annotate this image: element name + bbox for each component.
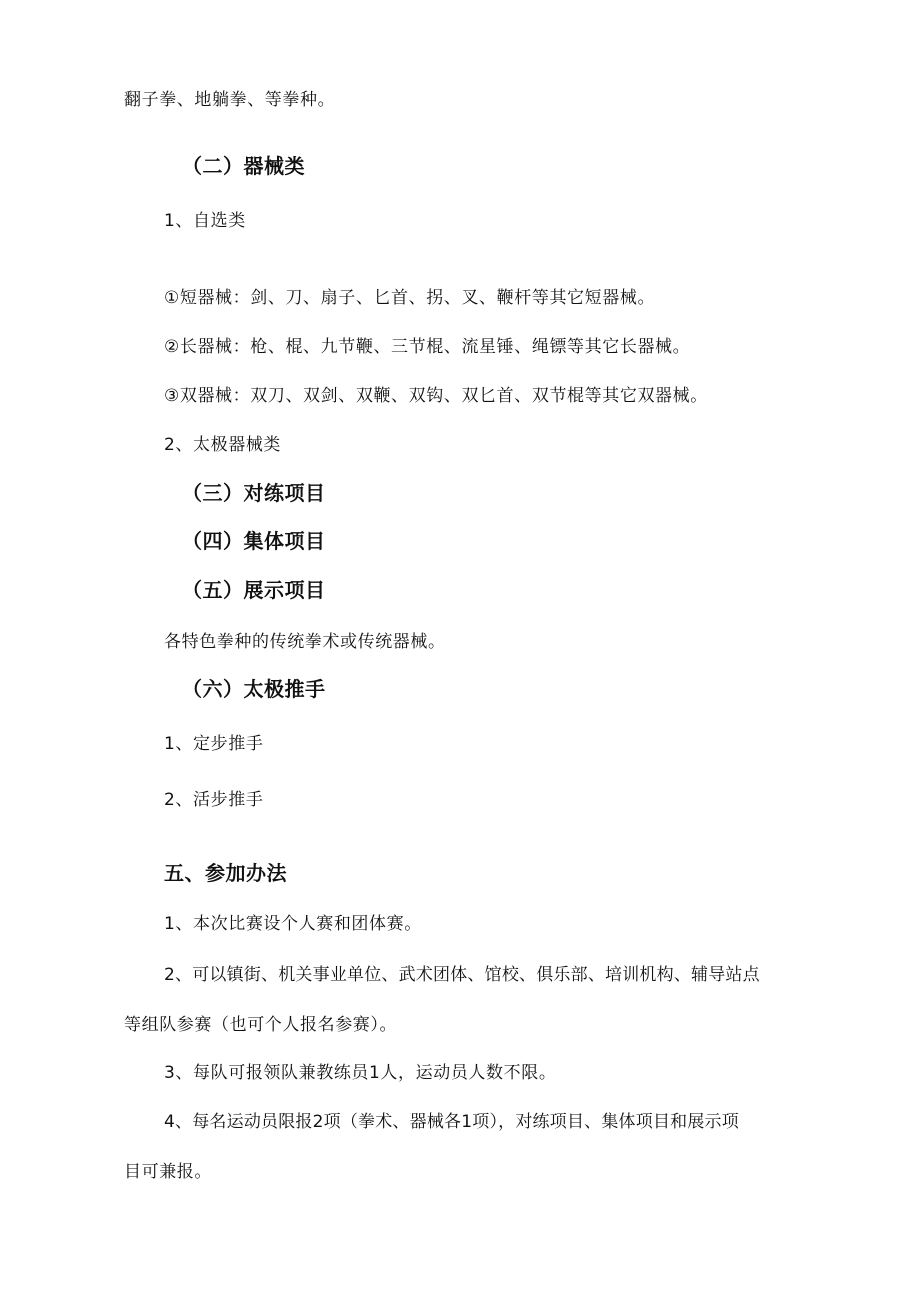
text-line: 2、太极器械类: [164, 435, 282, 455]
section-heading: （五）展示项目: [182, 578, 326, 602]
section-heading: （四）集体项目: [182, 529, 326, 553]
text-line: 目可兼报。: [124, 1162, 212, 1182]
text-line: 1、自选类: [164, 211, 246, 231]
section-heading: （二）器械类: [182, 154, 305, 178]
text-line: 2、可以镇街、机关事业单位、武术团体、馆校、俱乐部、培训机构、辅导站点: [164, 965, 760, 985]
text-line: 1、本次比赛设个人赛和团体赛。: [164, 914, 422, 934]
text-line: 3、每队可报领队兼教练员1人，运动员人数不限。: [164, 1063, 557, 1083]
section-heading: （六）太极推手: [182, 677, 326, 701]
text-line: ①短器械：剑、刀、扇子、匕首、拐、叉、鞭杆等其它短器械。: [164, 288, 656, 308]
text-line: 各特色拳种的传统拳术或传统器械。: [164, 632, 446, 652]
text-line: 1、定步推手: [164, 734, 264, 754]
text-line: 翻子拳、地躺拳、等拳种。: [124, 90, 336, 110]
chapter-heading: 五、参加办法: [164, 861, 287, 885]
section-heading: （三）对练项目: [182, 481, 326, 505]
text-line: 2、活步推手: [164, 790, 264, 810]
text-line: ②长器械：枪、棍、九节鞭、三节棍、流星锤、绳镖等其它长器械。: [164, 337, 691, 357]
text-line: ③双器械：双刀、双剑、双鞭、双钩、双匕首、双节棍等其它双器械。: [164, 386, 708, 406]
text-line: 4、每名运动员限报2项（拳术、器械各1项），对练项目、集体项目和展示项: [164, 1112, 739, 1132]
text-line: 等组队参赛（也可个人报名参赛）。: [124, 1015, 398, 1035]
